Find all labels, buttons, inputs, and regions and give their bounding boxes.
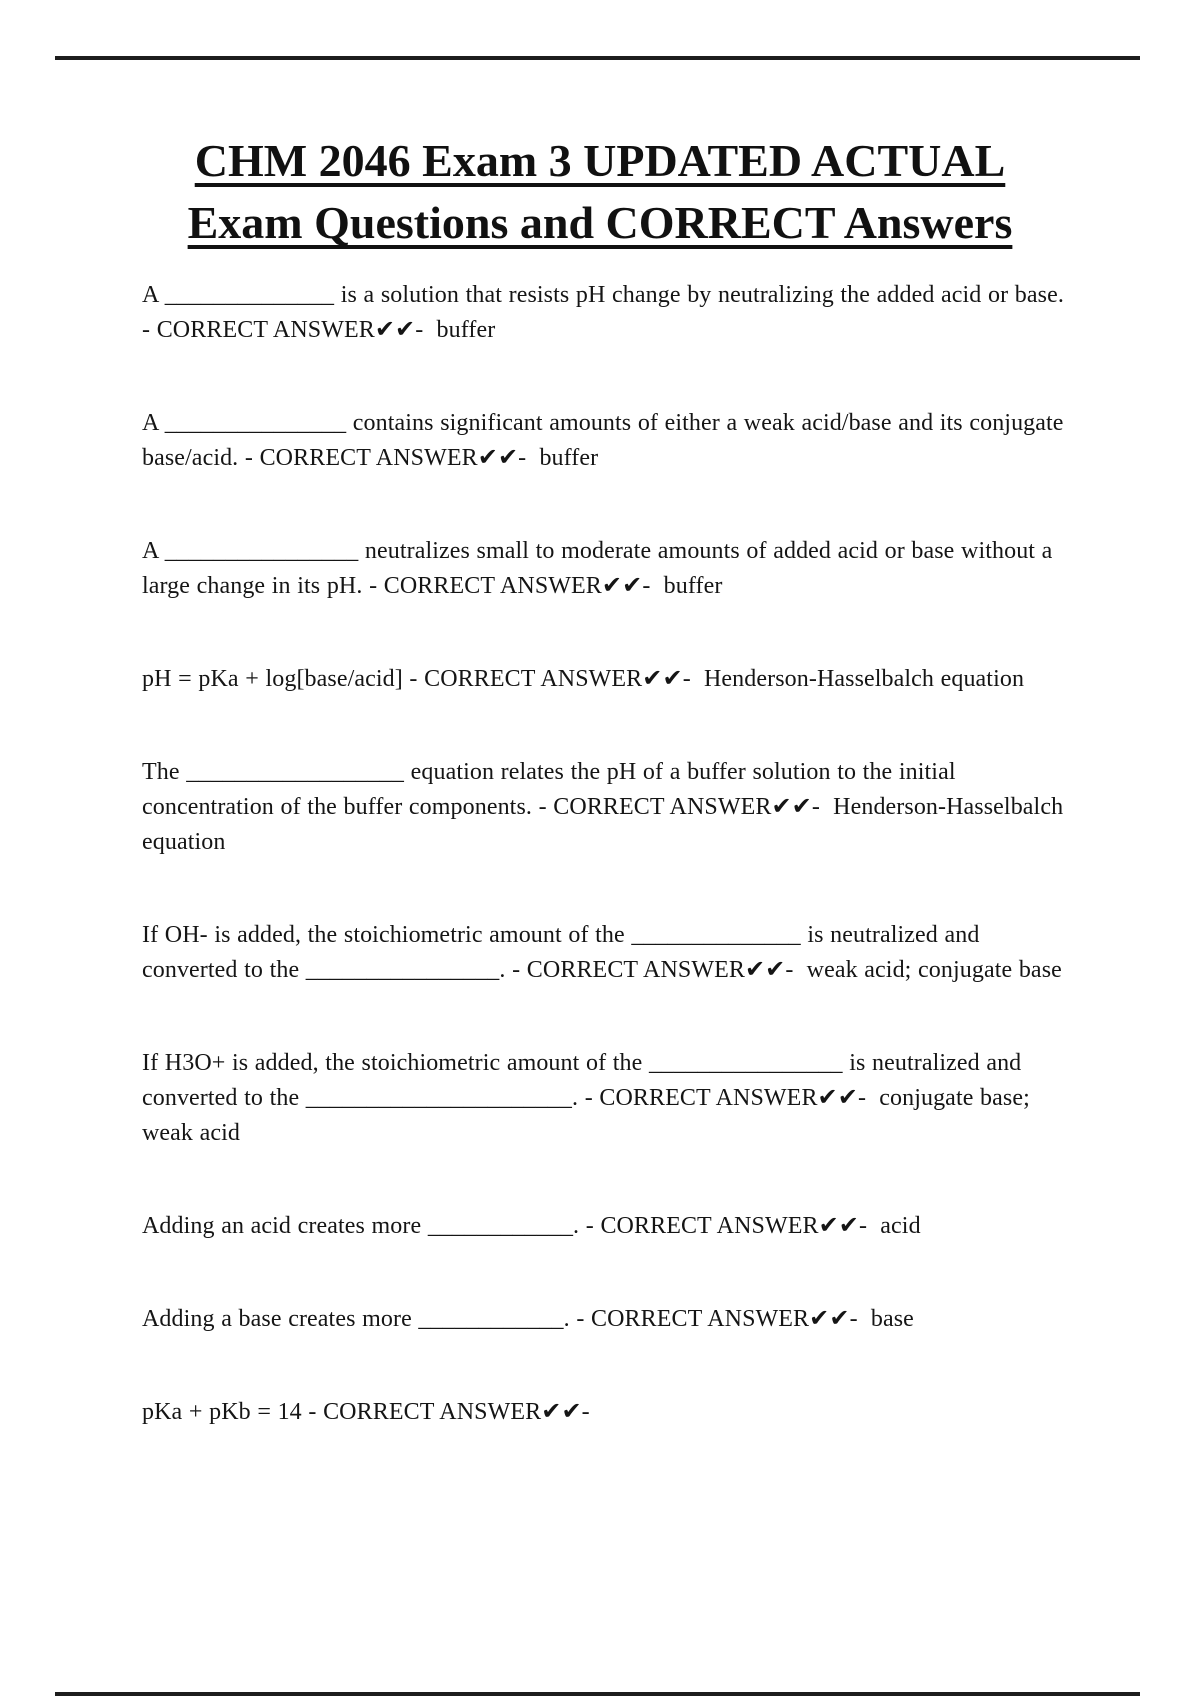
question-paragraph-7: If H3O+ is added, the stoichiometric amount of the ________________ is neutralized and converted to the ______________________. - CORRECT ANSWER✔✔- conjugate base; weak acid xyxy=(142,1050,1030,1146)
question-paragraph-3: A ________________ neutralizes small to moderate amounts of added acid or base without a large change in its pH. - CORRECT ANSWER✔✔- buffer xyxy=(142,538,1053,599)
question-paragraph-8: Adding an acid creates more ____________. - CORRECT ANSWER✔✔- acid xyxy=(142,1213,921,1239)
question-paragraph-10: pKa + pKb = 14 - CORRECT ANSWER✔✔- xyxy=(142,1399,590,1425)
question-paragraph-5: The __________________ equation relates the pH of a buffer solution to the initial concentration of the buffer components. - CORRECT ANSWER✔✔- Henderson-Hasselbalch equation xyxy=(142,759,1064,855)
question-answer-list xyxy=(142,278,1074,1488)
document-title-line-1: CHM 2046 Exam 3 UPDATED ACTUAL xyxy=(194,135,1006,186)
page-border-top-line xyxy=(55,56,1140,60)
question-paragraph-9: Adding a base creates more ____________. - CORRECT ANSWER✔✔- base xyxy=(142,1306,914,1332)
question-paragraph-6: If OH- is added, the stoichiometric amount of the ______________ is neutralized and converted to the ________________. - CORRECT ANSWER✔✔- weak acid; conjugate base xyxy=(142,922,1062,983)
question-paragraph-1: A ______________ is a solution that resists pH change by neutralizing the added acid or base. - CORRECT ANSWER✔✔- buffer xyxy=(142,282,1064,343)
question-paragraph-2: A _______________ contains significant amounts of either a weak acid/base and its conjugate base/acid. - CORRECT ANSWER✔✔- buffer xyxy=(142,410,1064,471)
question-paragraph-4: pH = pKa + log[base/acid] - CORRECT ANSWER✔✔- Henderson-Hasselbalch equation xyxy=(142,666,1025,692)
document-title-line-2: Exam Questions and CORRECT Answers xyxy=(187,197,1013,248)
document-title xyxy=(0,130,1200,254)
page-border-bottom-line xyxy=(55,1692,1140,1696)
